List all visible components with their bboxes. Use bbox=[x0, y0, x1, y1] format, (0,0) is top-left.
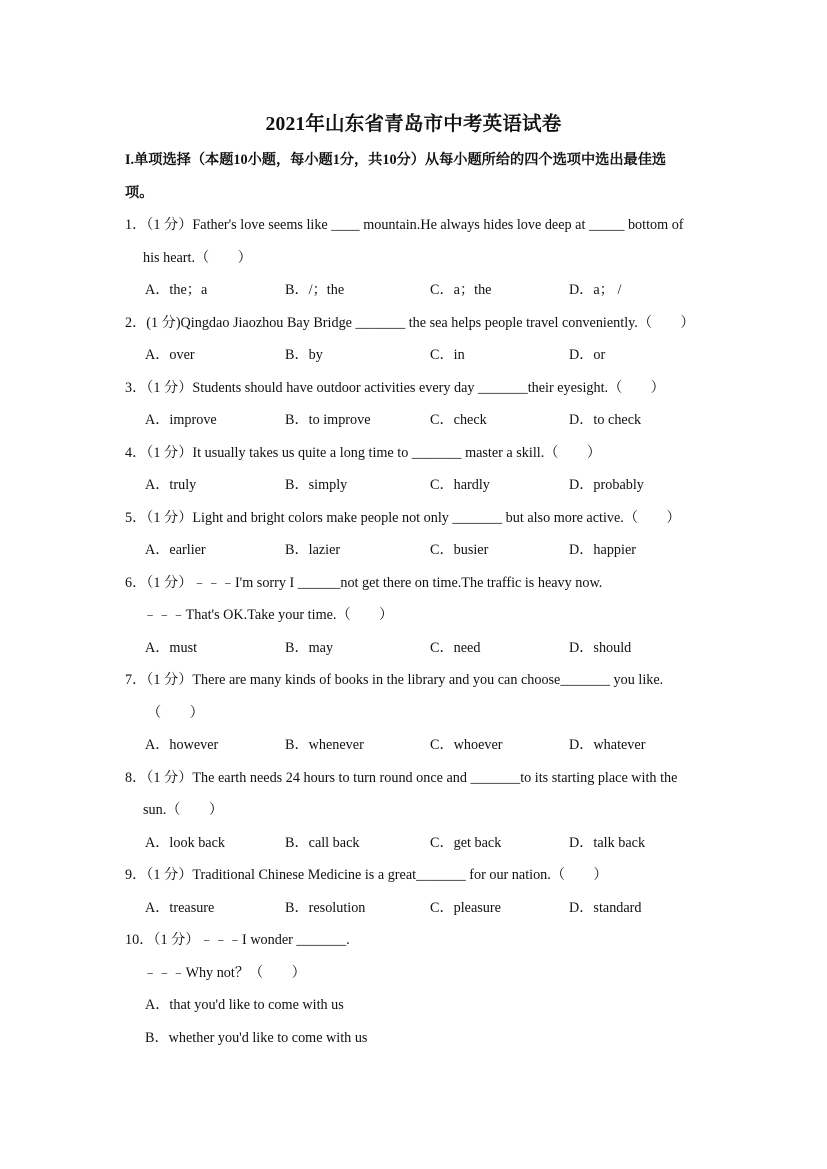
question-6-option-a: A．must bbox=[145, 640, 198, 656]
question-4-option-a: A．truly bbox=[145, 477, 197, 493]
question-3-option-c: C．check bbox=[430, 412, 487, 428]
question-1-stem: 1．（1 分）Father's love seems like ____ mountain.He always hides love deep at _____ bottom of bbox=[125, 217, 684, 233]
question-5-option-c: C．busier bbox=[430, 542, 489, 558]
question-3-option-d: D．to check bbox=[569, 412, 642, 428]
question-2-option-c: C．in bbox=[430, 347, 465, 363]
question-4-option-d: D．probably bbox=[569, 477, 644, 493]
question-5-option-d: D．happier bbox=[569, 542, 636, 558]
question-3-option-a: A．improve bbox=[145, 412, 217, 428]
question-9-option-d: D．standard bbox=[569, 900, 642, 916]
question-6-option-c: C．need bbox=[430, 640, 481, 656]
question-8-option-b: B．call back bbox=[285, 835, 360, 851]
question-8-option-a: A．look back bbox=[145, 835, 225, 851]
question-7-stem-cont: （ ） bbox=[147, 705, 204, 721]
question-2-option-b: B．by bbox=[285, 347, 323, 363]
question-6-stem: 6．（1 分）﹣﹣﹣I'm sorry I ______not get there on time.The traffic is heavy now. bbox=[125, 575, 603, 591]
question-3-option-b: B．to improve bbox=[285, 412, 371, 428]
question-1-option-b: B．/；the bbox=[285, 282, 345, 298]
question-8-stem-cont: sun.（ ） bbox=[143, 802, 224, 818]
question-1-stem-cont: his heart.（ ） bbox=[143, 250, 252, 266]
question-7-option-d: D．whatever bbox=[569, 737, 646, 753]
question-7-option-c: C．whoever bbox=[430, 737, 503, 753]
question-1-option-a: A．the；a bbox=[145, 282, 208, 298]
question-2-option-a: A．over bbox=[145, 347, 195, 363]
question-9-stem: 9．（1 分）Traditional Chinese Medicine is a great_______ for our nation.（ ） bbox=[125, 867, 608, 883]
question-5-option-a: A．earlier bbox=[145, 542, 206, 558]
question-4-stem: 4．（1 分）It usually takes us quite a long time to _______ master a skill.（ ） bbox=[125, 445, 602, 461]
question-4-option-b: B．simply bbox=[285, 477, 348, 493]
question-10-option-a: A．that you'd like to come with us bbox=[145, 997, 344, 1013]
question-9-option-c: C．pleasure bbox=[430, 900, 501, 916]
question-2-stem: 2．(1 分)Qingdao Jiaozhou Bay Bridge _______ the sea helps people travel conveniently.（ ） bbox=[125, 315, 695, 331]
question-3-stem: 3．（1 分）Students should have outdoor activities every day _______their eyesight.（ ） bbox=[125, 380, 665, 396]
question-2-option-d: D．or bbox=[569, 347, 606, 363]
question-6-stem-cont: ﹣﹣﹣That's OK.Take your time.（ ） bbox=[143, 607, 394, 623]
question-7-option-a: A．however bbox=[145, 737, 219, 753]
question-8-stem: 8．（1 分）The earth needs 24 hours to turn round once and _______to its starting place with the bbox=[125, 770, 678, 786]
question-8-option-c: C．get back bbox=[430, 835, 502, 851]
question-6-option-b: B．may bbox=[285, 640, 334, 656]
question-8-option-d: D．talk back bbox=[569, 835, 646, 851]
question-4-option-c: C．hardly bbox=[430, 477, 490, 493]
question-7-option-b: B．whenever bbox=[285, 737, 364, 753]
question-6-option-d: D．should bbox=[569, 640, 632, 656]
page-title: 2021年山东省青岛市中考英语试卷 bbox=[265, 114, 562, 135]
question-1-option-c: C．a；the bbox=[430, 282, 492, 298]
question-10-option-b: B．whether you'd like to come with us bbox=[145, 1030, 368, 1046]
question-10-stem-cont: ﹣﹣﹣Why not？（ ） bbox=[143, 965, 306, 981]
question-9-option-b: B．resolution bbox=[285, 900, 366, 916]
section-heading-line2: 项。 bbox=[125, 185, 154, 201]
question-1-option-d: D．a； / bbox=[569, 282, 622, 298]
question-5-option-b: B．lazier bbox=[285, 542, 341, 558]
question-9-option-a: A．treasure bbox=[145, 900, 215, 916]
section-heading-line1: I.单项选择（本题10小题，每小题1分，共10分）从每小题所给的四个选项中选出最佳选 bbox=[125, 152, 667, 168]
question-7-stem: 7．（1 分）There are many kinds of books in the library and you can choose_______ you like. bbox=[125, 672, 664, 688]
question-5-stem: 5．（1 分）Light and bright colors make people not only _______ but also more active.（ ） bbox=[125, 510, 681, 526]
question-10-stem: 10．（1 分）﹣﹣﹣I wonder _______. bbox=[125, 932, 350, 948]
